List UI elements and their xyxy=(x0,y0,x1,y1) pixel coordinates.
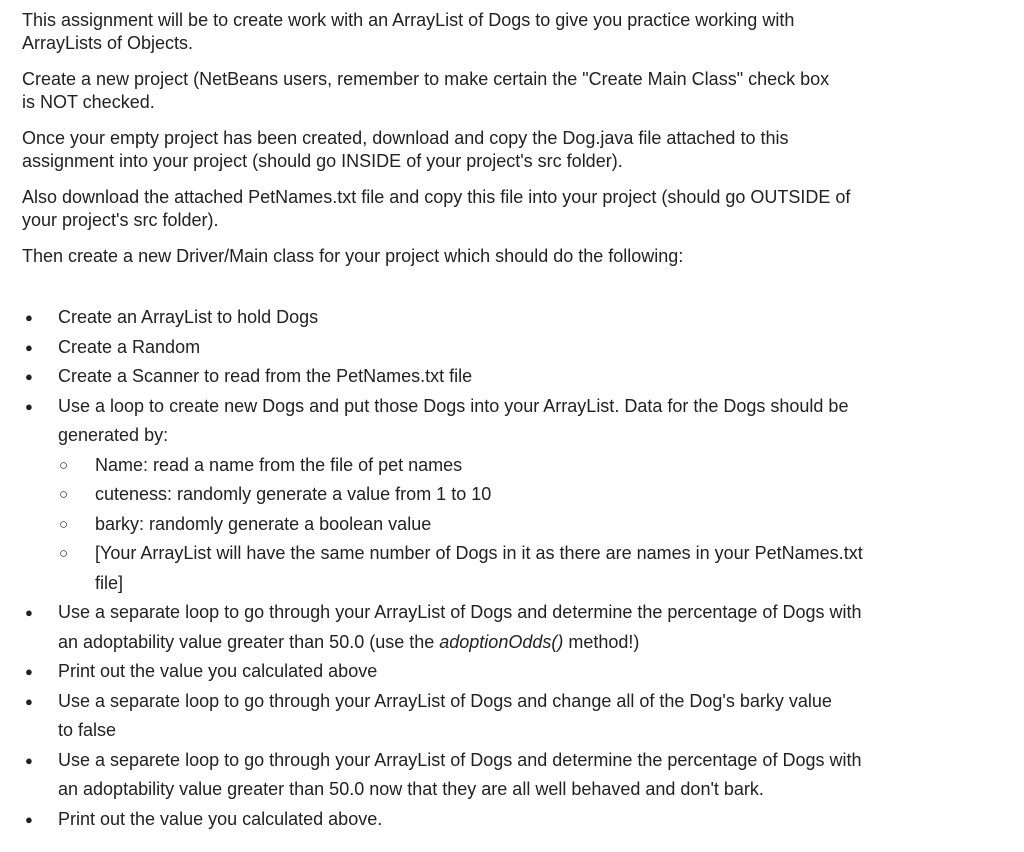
method-name: adoptionOdds() xyxy=(439,631,564,652)
list-item xyxy=(22,333,1024,363)
text-line: generated by: xyxy=(58,425,169,445)
bullet-icon: ● xyxy=(25,693,33,709)
list-item xyxy=(22,392,1024,451)
requirements-list xyxy=(22,303,1024,834)
hollow-bullet-icon: ○ xyxy=(59,456,69,474)
text-line: Use a loop to create new Dogs and put those Dogs into your ArrayList. Data for the Dogs should be xyxy=(58,395,849,416)
text-fragment: an adoptability value greater than 50.0 (use the xyxy=(58,631,440,652)
hollow-bullet-icon: ○ xyxy=(59,486,69,503)
list-item xyxy=(22,657,1024,687)
bullet-icon: ● xyxy=(25,605,33,620)
hollow-bullet-icon: ○ xyxy=(59,545,69,562)
text-line: Use a separate loop to go through your ArrayList of Dogs and change all of the Dog's barky value xyxy=(58,690,832,711)
text-line: Use a separete loop to go through your ArrayList of Dogs and determine the percentage of Dogs with xyxy=(58,749,862,770)
text-line: Create a new project (NetBeans users, remember to make certain the "Create Main Class" check box xyxy=(22,69,830,89)
text-line: Print out the value you calculated above xyxy=(58,661,378,681)
text-line: Create a Scanner to read from the PetNames.txt file xyxy=(58,366,473,386)
nested-list-container xyxy=(22,451,1024,599)
text-line: your project's src folder). xyxy=(22,210,219,230)
text-line: an adoptability value greater than 50.0 now that they are all well behaved and don't bark. xyxy=(58,779,764,799)
list-item xyxy=(22,746,1024,805)
hollow-bullet-icon: ○ xyxy=(59,515,69,533)
list-item xyxy=(22,598,1024,657)
intro-paragraph-1 xyxy=(22,9,1024,55)
text-line: Then create a new Driver/Main class for your project which should do the following: xyxy=(22,246,684,266)
text-line: assignment into your project (should go INSIDE of your project's src folder). xyxy=(22,151,623,171)
bullet-icon: ● xyxy=(25,369,33,384)
text-line: ArrayLists of Objects. xyxy=(22,33,194,53)
intro-paragraph-3 xyxy=(22,127,1024,173)
sub-list-item xyxy=(58,480,1024,510)
list-item xyxy=(22,362,1024,392)
bullet-icon: ● xyxy=(25,752,33,768)
text-line-with-emphasis xyxy=(58,628,1024,658)
list-item xyxy=(22,805,1024,835)
text-line: Once your empty project has been created, download and copy the Dog.java file attached to this xyxy=(22,128,789,148)
sub-list-item xyxy=(58,451,1024,481)
sub-list xyxy=(58,451,1024,599)
text-line: barky: randomly generate a boolean value xyxy=(95,513,432,534)
text-line: is NOT checked. xyxy=(22,92,155,112)
intro-paragraph-4 xyxy=(22,186,1024,232)
text-line: Name: read a name from the file of pet names xyxy=(95,454,463,475)
bullet-icon: ● xyxy=(25,339,33,355)
text-line: Create an ArrayList to hold Dogs xyxy=(58,307,319,327)
bullet-icon: ● xyxy=(25,811,33,827)
list-item xyxy=(22,303,1024,333)
sub-list-item xyxy=(58,510,1024,540)
text-line: Create a Random xyxy=(58,336,201,357)
text-line: cuteness: randomly generate a value from 1 to 10 xyxy=(95,484,492,504)
text-line: file] xyxy=(95,572,124,593)
text-line: Also download the attached PetNames.txt file and copy this file into your project (should go OUTSIDE of xyxy=(22,187,851,207)
bullet-icon: ● xyxy=(25,398,33,414)
bullet-icon: ● xyxy=(25,664,33,679)
intro-paragraph-2 xyxy=(22,68,1024,114)
list-item xyxy=(22,687,1024,746)
text-line: Use a separate loop to go through your ArrayList of Dogs and determine the percentage of Dogs with xyxy=(58,602,862,622)
sub-list-item xyxy=(58,539,1024,598)
text-line: [Your ArrayList will have the same number of Dogs in it as there are names in your PetNames.txt xyxy=(95,543,863,563)
text-line: This assignment will be to create work with an ArrayList of Dogs to give you practice working with xyxy=(22,10,795,30)
bullet-icon: ● xyxy=(25,310,33,325)
text-line: Print out the value you calculated above. xyxy=(58,808,383,829)
text-line: to false xyxy=(58,720,117,740)
intro-paragraph-5 xyxy=(22,245,1024,268)
text-fragment: method!) xyxy=(563,631,640,652)
